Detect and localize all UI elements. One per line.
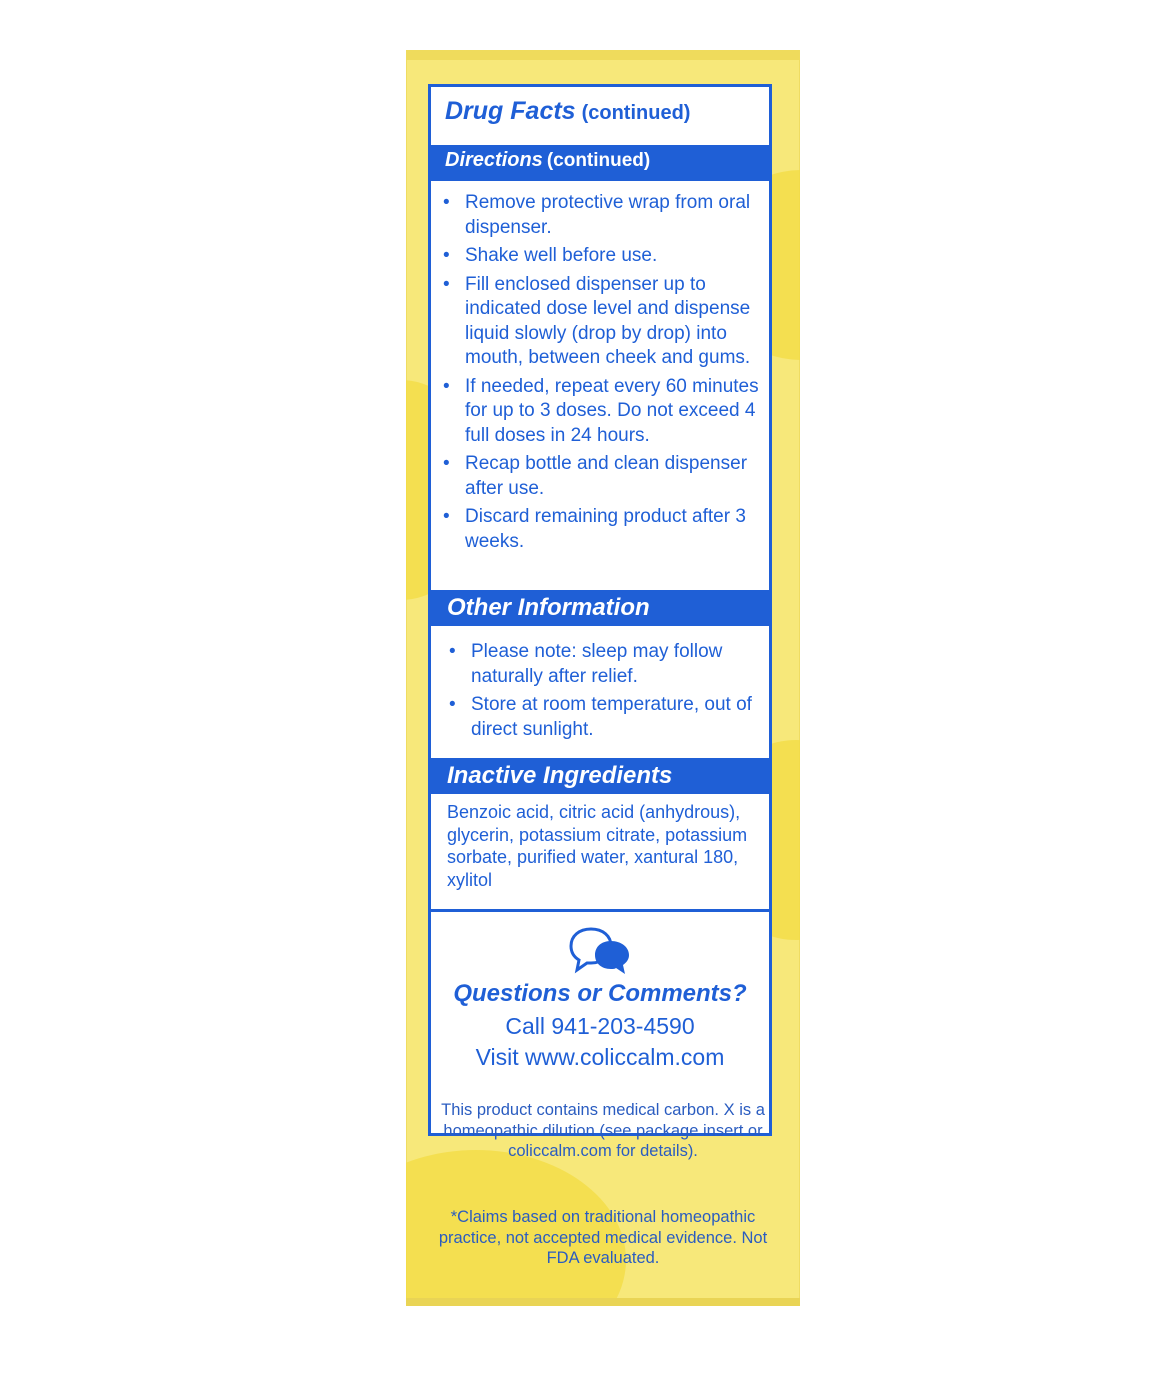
product-box-side-panel — [406, 50, 800, 1306]
other-information-heading: Other Information — [447, 594, 650, 621]
contact-phone: Call 941-203-4590 — [505, 1013, 695, 1039]
homeopathic-note: This product contains medical carbon. X is a homeopathic dilution (see package insert or coliccalm.com for details). — [441, 1101, 765, 1160]
section-divider — [431, 909, 769, 912]
box-bottom-edge — [406, 1298, 800, 1306]
box-top-edge — [406, 50, 800, 60]
list-item: • Fill enclosed dispenser up to indicated dose level and dispense liquid slowly (drop by drop) into mouth, between cheek and gums. — [443, 273, 773, 371]
directions-list — [443, 191, 773, 558]
claims-note: *Claims based on traditional homeopathic practice, not accepted medical evidence. Not FDA evaluated. — [438, 1208, 768, 1267]
chat-bubbles-icon — [569, 925, 633, 982]
drug-facts-title — [445, 97, 690, 126]
drug-facts-continued: (continued) — [581, 102, 691, 124]
directions-continued: (continued) — [546, 150, 651, 171]
inactive-ingredients-text: Benzoic acid, citric acid (anhydrous), glycerin, potassium citrate, potassium sorbate, purified water, xantural 180, xylitol — [447, 802, 748, 890]
list-item: • Shake well before use. — [443, 244, 773, 269]
drug-facts-panel — [428, 84, 772, 1136]
inactive-ingredients-header — [431, 758, 769, 794]
drug-facts-heading: Drug Facts — [445, 97, 576, 125]
list-item: • Please note: sleep may follow naturally after relief. — [449, 640, 759, 689]
other-information-header — [431, 590, 769, 626]
inactive-ingredients-heading: Inactive Ingredients — [447, 762, 673, 789]
list-item: • If needed, repeat every 60 minutes for up to 3 doses. Do not exceed 4 full doses in 24 hours. — [443, 375, 773, 449]
list-item: • Remove protective wrap from oral dispenser. — [443, 191, 773, 240]
list-item: • Recap bottle and clean dispenser after use. — [443, 452, 773, 501]
questions-title: Questions or Comments? — [453, 980, 747, 1007]
contact-website: Visit www.coliccalm.com — [475, 1044, 725, 1070]
directions-heading: Directions — [445, 149, 543, 171]
directions-header — [431, 145, 769, 181]
other-information-list — [449, 640, 759, 746]
list-item: • Discard remaining product after 3 weeks. — [443, 505, 773, 554]
list-item: • Store at room temperature, out of direct sunlight. — [449, 693, 759, 742]
